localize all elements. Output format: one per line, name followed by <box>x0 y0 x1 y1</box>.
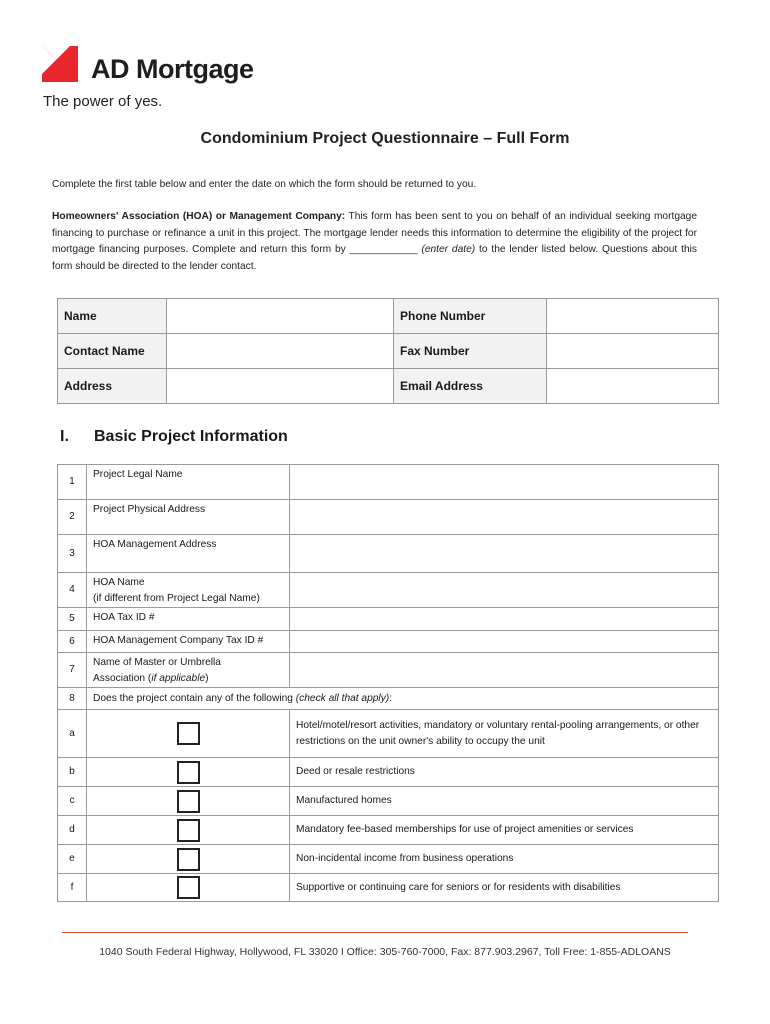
checkbox-c[interactable] <box>177 790 200 813</box>
checklist-text: Manufactured homes <box>290 787 719 816</box>
row-number: 1 <box>58 465 87 500</box>
checklist-text: Non-incidental income from business operations <box>290 845 719 874</box>
hoa-label: Homeowners' Association (HOA) or Management Company: <box>52 211 346 222</box>
hoa-paragraph <box>52 209 697 275</box>
question-label <box>87 573 290 608</box>
checklist-letter: f <box>58 874 87 902</box>
row-number: 2 <box>58 500 87 535</box>
tagline: The power of yes. <box>43 93 163 110</box>
question-label: HOA Management Company Tax ID # <box>87 631 290 653</box>
question-label-main: Name of Master or Umbrella <box>93 657 221 668</box>
checklist-letter: c <box>58 787 87 816</box>
name-label: Name <box>58 299 167 334</box>
checkbox-f[interactable] <box>177 876 200 899</box>
address-field[interactable] <box>167 369 394 404</box>
checklist-text: Hotel/motel/resort activities, mandatory or voluntary rental-pooling arrangements, or other restrictions on the unit owner's ability to occupy the unit <box>290 710 719 758</box>
section-number: I. <box>60 428 69 445</box>
phone-label: Phone Number <box>394 299 547 334</box>
email-label: Email Address <box>394 369 547 404</box>
question-label: HOA Tax ID # <box>87 608 290 631</box>
question-label-main: HOA Name <box>93 577 145 588</box>
basic-info-table <box>57 464 719 902</box>
checkbox-b[interactable] <box>177 761 200 784</box>
row-number: 8 <box>58 688 87 710</box>
intro-text: Complete the first table below and enter the date on which the form should be returned to you. <box>52 179 477 190</box>
row-number: 5 <box>58 608 87 631</box>
hoa-text: This form has been sent to you on behalf of an individual seeking mortgage financing to purchase or refinance a unit in this project. The mortgage lender needs this information to determine the eligibility of the project for mortgage financing purposes. Complete and return this form by ____________ <box>52 211 697 255</box>
footer-address: 1040 South Federal Highway, Hollywood, FL 33020 I Office: 305-760-7000, Fax: 877.903.2967, Toll Free: 1-855-ADLOANS <box>99 946 671 958</box>
answer-field[interactable] <box>290 631 719 653</box>
checklist-letter: a <box>58 710 87 758</box>
checkbox-a[interactable] <box>177 722 200 745</box>
page-title: Condominium Project Questionnaire – Full Form <box>200 130 570 147</box>
contact-table <box>57 298 719 404</box>
address-label: Address <box>58 369 167 404</box>
row-number: 4 <box>58 573 87 608</box>
question-label-sub: (if different from Project Legal Name) <box>93 593 260 604</box>
answer-field[interactable] <box>290 608 719 631</box>
question-label: Project Legal Name <box>87 465 290 500</box>
answer-field[interactable] <box>290 653 719 688</box>
checklist-letter: e <box>58 845 87 874</box>
checklist-text: Deed or resale restrictions <box>290 758 719 787</box>
row-number: 6 <box>58 631 87 653</box>
answer-field[interactable] <box>290 535 719 573</box>
answer-field[interactable] <box>290 573 719 608</box>
email-field[interactable] <box>547 369 719 404</box>
checklist-letter: d <box>58 816 87 845</box>
answer-field[interactable] <box>290 500 719 535</box>
answer-field[interactable] <box>290 465 719 500</box>
contact-name-label: Contact Name <box>58 334 167 369</box>
footer-divider <box>62 932 688 933</box>
checklist-letter: b <box>58 758 87 787</box>
question-label: Does the project contain any of the following (check all that apply): <box>87 688 719 710</box>
fax-label: Fax Number <box>394 334 547 369</box>
contact-name-field[interactable] <box>167 334 394 369</box>
question-label: HOA Management Address <box>87 535 290 573</box>
enter-date-note: (enter date) <box>421 244 476 255</box>
question-label-sub: Association (if applicable) <box>93 673 209 684</box>
brand-name: AD Mortgage <box>91 54 254 84</box>
checkbox-d[interactable] <box>177 819 200 842</box>
checkbox-e[interactable] <box>177 848 200 871</box>
hoa-text-end: to the lender listed below. Questions about this form should be directed to the lender contact. <box>52 244 697 272</box>
red-arrow-mark-icon <box>42 46 78 82</box>
row-number: 7 <box>58 653 87 688</box>
name-field[interactable] <box>167 299 394 334</box>
phone-field[interactable] <box>547 299 719 334</box>
fax-field[interactable] <box>547 334 719 369</box>
checklist-text: Mandatory fee-based memberships for use of project amenities or services <box>290 816 719 845</box>
question-label: Project Physical Address <box>87 500 290 535</box>
checklist-text: Supportive or continuing care for seniors or for residents with disabilities <box>290 874 719 902</box>
row-number: 3 <box>58 535 87 573</box>
question-label <box>87 653 290 688</box>
section-title: Basic Project Information <box>94 428 288 445</box>
